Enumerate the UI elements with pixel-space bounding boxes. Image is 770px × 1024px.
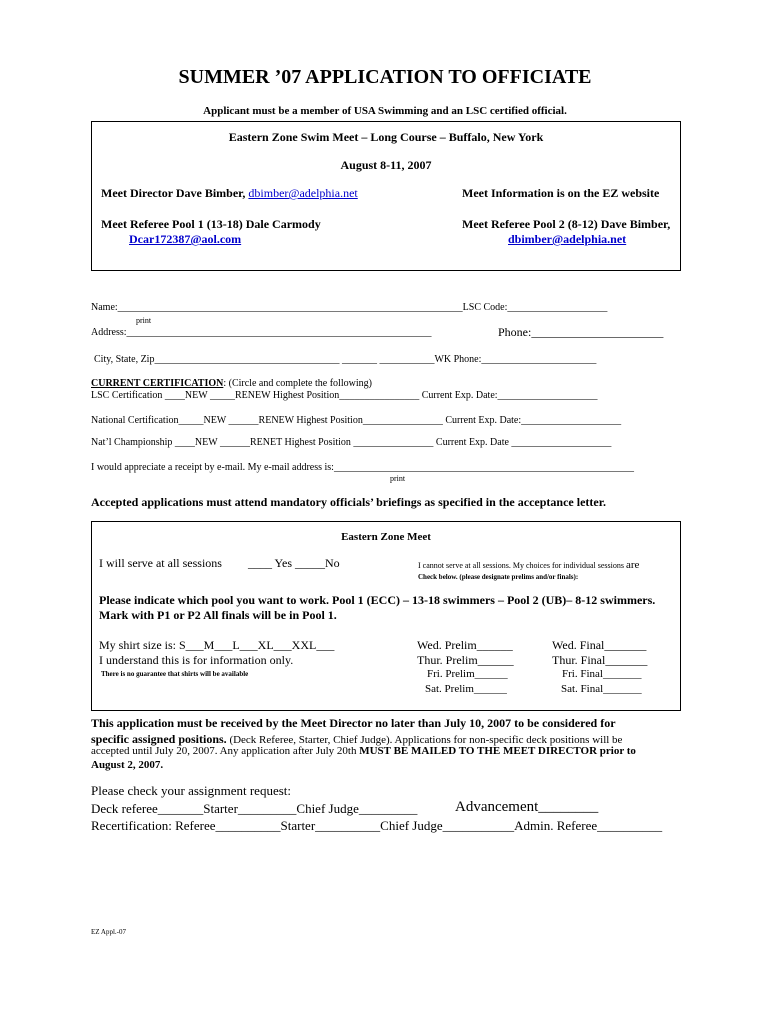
meet-info-box — [91, 121, 681, 271]
certification-heading — [91, 378, 372, 389]
deadline-line-1: This application must be received by the Meet Director no later than July 10, 2007 to be considered for — [91, 716, 616, 730]
phone-field[interactable]: Phone:______________________ — [498, 325, 664, 339]
national-championship-row[interactable]: Nat’l Championship ____NEW ______RENET Highest Position ________________ Current Exp. Date ____________________ — [91, 437, 612, 448]
meet-name: Eastern Zone Swim Meet – Long Course – Buffalo, New York — [228, 130, 544, 144]
print-hint: print — [390, 474, 406, 483]
cannot-serve-all — [418, 559, 639, 571]
referee-pool-2: Meet Referee Pool 2 (8-12) Dave Bimber, — [462, 217, 671, 231]
deadline-line-4: August 2, 2007. — [91, 759, 164, 771]
meet-dates: August 8-11, 2007 — [340, 158, 432, 172]
final-fri[interactable]: Fri. Final_______ — [562, 668, 642, 680]
meet-director-email-link[interactable]: dbimber@adelphia.net — [248, 186, 358, 200]
briefing-notice: Accepted applications must attend mandatory officials’ briefings as specified in the acceptance letter. — [91, 495, 606, 509]
serve-all-sessions: I will serve at all sessions — [99, 556, 222, 570]
pool-marking-instruction: Mark with P1 or P2 All finals will be in Pool 1. — [99, 608, 337, 622]
final-sat[interactable]: Sat. Final_______ — [561, 683, 642, 695]
shirt-guarantee-note: There is no guarantee that shirts will be available — [101, 670, 249, 678]
referee-pool-2-email-link[interactable]: dbimber@adelphia.net — [508, 232, 627, 246]
deadline-line-2-text: (Deck Referee, Starter, Chief Judge). Applications for non-specific deck positions will be — [226, 734, 623, 746]
prelim-fri[interactable]: Fri. Prelim______ — [427, 668, 508, 680]
deadline-line-3-text: accepted until July 20, 2007. Any application after July 20th — [91, 745, 360, 757]
deck-assignment-field[interactable]: Deck referee_______Starter_________Chief Judge_________ — [91, 801, 418, 816]
certification-heading-label: CURRENT CERTIFICATION — [91, 378, 224, 389]
page-title: SUMMER ’07 APPLICATION TO OFFICIATE — [178, 66, 592, 88]
cannot-serve-are: are — [625, 559, 640, 571]
shirt-size-field[interactable]: My shirt size is: S___M___L___XL___XXL___ — [99, 638, 335, 652]
pool-instruction: Please indicate which pool you want to work. Pool 1 (ECC) – 13-18 swimmers – Pool 2 (UB)– 8-12 swimmers. — [99, 593, 656, 607]
meet-director-label: Meet Director Dave Bimber, — [101, 186, 249, 200]
serve-all-yes-no[interactable]: ____ Yes _____No — [248, 556, 340, 570]
final-wed[interactable]: Wed. Final_______ — [552, 638, 647, 652]
ez-box-title: Eastern Zone Meet — [341, 531, 431, 543]
prelim-wed[interactable]: Wed. Prelim______ — [417, 638, 513, 652]
referee-pool-1-email-link[interactable]: Dcar172387@aol.com — [129, 232, 242, 246]
final-thur[interactable]: Thur. Final_______ — [552, 653, 648, 667]
city-state-zip-field[interactable]: City, State, Zip_____________________________________ _______ ___________WK Phone:_______________________ — [94, 354, 597, 365]
prelim-sat[interactable]: Sat. Prelim______ — [425, 683, 507, 695]
eastern-zone-box — [91, 521, 681, 711]
lsc-certification-row[interactable]: LSC Certification ____NEW _____RENEW Highest Position________________ Current Exp. Date:____________________ — [91, 390, 598, 401]
print-hint: print — [136, 316, 152, 325]
membership-requirement: Applicant must be a member of USA Swimming and an LSC certified official. — [203, 105, 567, 117]
deadline-mail-requirement: MUST BE MAILED TO THE MEET DIRECTOR prior to — [359, 745, 636, 757]
assignment-heading: Please check your assignment request: — [91, 783, 291, 798]
name-field[interactable]: Name:_____________________________________________________________________LSC Code:____________________ — [91, 302, 608, 313]
prelim-thur[interactable]: Thur. Prelim______ — [417, 653, 514, 667]
meet-director — [101, 186, 358, 201]
check-below-note: Check below. (please designate prelims and/or finals): — [418, 573, 579, 581]
certification-instruction: : (Circle and complete the following) — [223, 378, 372, 389]
shirt-info-note: I understand this is for information only. — [99, 653, 294, 667]
national-certification-row[interactable]: National Certification_____NEW ______RENEW Highest Position________________ Current Exp. Date:____________________ — [91, 415, 622, 426]
recertification-field[interactable]: Recertification: Referee__________Starter__________Chief Judge___________Admin. Referee__________ — [91, 818, 663, 833]
cannot-serve-text: I cannot serve at all sessions. My choices for individual sessions — [418, 561, 626, 570]
receipt-email-field[interactable]: I would appreciate a receipt by e-mail. My e-mail address is:____________________________________________________________ — [91, 462, 634, 473]
referee-pool-1: Meet Referee Pool 1 (13-18) Dale Carmody — [101, 217, 321, 231]
deadline-specific-positions: specific assigned positions. — [91, 732, 227, 746]
advancement-field[interactable]: Advancement________ — [455, 799, 599, 815]
form-code-footer: EZ Appl.-07 — [91, 928, 126, 936]
address-field[interactable]: Address:_____________________________________________________________ — [91, 327, 432, 338]
deadline-line-3 — [91, 745, 636, 757]
meet-info-website: Meet Information is on the EZ website — [462, 186, 660, 200]
